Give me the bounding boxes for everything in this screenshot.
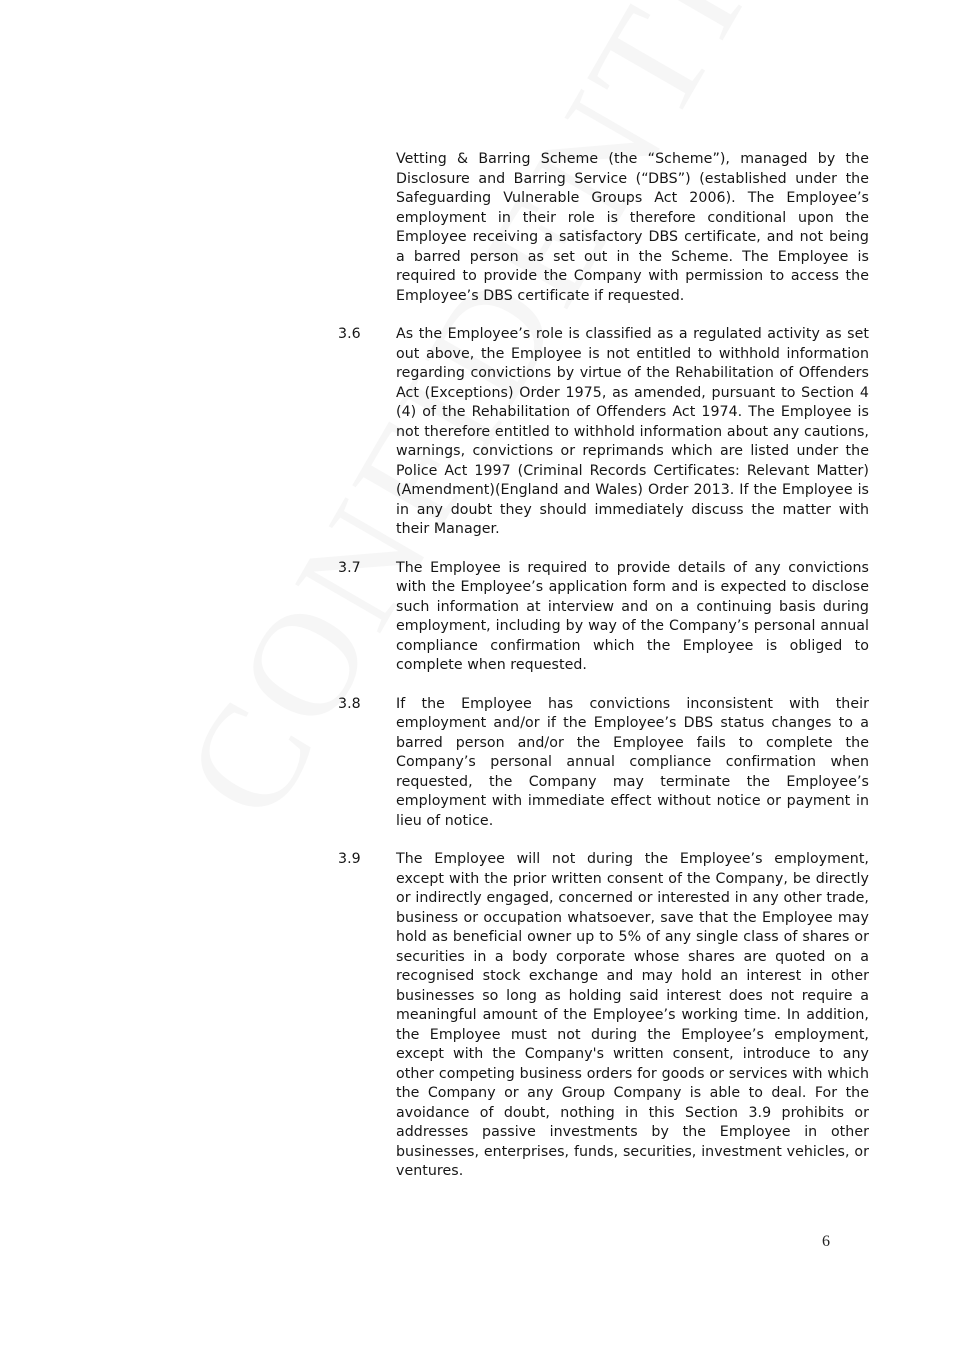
clause-number: 3.7 [338,559,361,576]
clause-number: 3.8 [338,695,361,712]
clause-text: The Employee will not during the Employee’s employment, except with the prior written consent of the Company, be directly or indirectly engaged, concerned or interested in any other trade, business or occupation whatsoever, save that the Employee may hold as beneficial owner up to 5% of any single class of shares or securities in a body corporate whose shares are quoted on a recognised stock exchange and may hold an interest in other businesses so long as holding said interest does not require a meaningful amount of the Employee’s working time. In addition, the Employee must not during the Employee’s employment, except with the Company's written consent, introduce to any other competing business orders for goods or services with which the Company or any Group Company is able to deal. For the avoidance of doubt, nothing in this Section 3.9 prohibits or addresses passive investments by the Employee in other businesses, enterprises, funds, securities, investment vehicles, or ventures. [396,851,869,1179]
clause-3-6 [338,325,869,540]
paragraph-text: Vetting & Barring Scheme (the “Scheme”), managed by the Disclosure and Barring Service (“DBS”) (established under the Safeguarding Vulnerable Groups Act 2006). The Employee’s employment in their role is therefore conditional upon the Employee receiving a satisfactory DBS certificate, and not being a barred person as set out in the Scheme. The Employee is required to provide the Company with permission to access the Employee’s DBS certificate if requested. [396,151,869,304]
clause-3-8 [338,695,869,832]
clause-3-9 [338,850,869,1182]
clause-number: 3.9 [338,851,361,867]
document-body [338,150,869,1201]
clause-text: The Employee is required to provide details of any convictions with the Employee’s application form and is expected to disclose such information at interview and on a continuing basis during employment, including by way of the Company’s personal annual compliance confirmation which the Employee is obliged to complete when requested. [396,559,869,673]
clause-3-7 [338,559,869,676]
clause-text: As the Employee’s role is classified as a regulated activity as set out above, the Employee is not entitled to withhold information regarding convictions by virtue of the Rehabilitation of Offenders Act (Exceptions) Order 1975, as amended, pursuant to Section 4 (4) of the Rehabilitation of Offenders Act 1974. The Employee is not therefore entitled to withhold information about any cautions, warnings, convictions or reprimands which are listed under the Police Act 1997 (Criminal Records Certificates: Relevant Matter)(Amendment)(England and Wales) Order 2013. If the Employee is in any doubt they should immediately discuss the matter with their Manager. [396,326,869,537]
clause-text: If the Employee has convictions inconsistent with their employment and/or if the Employee’s DBS status changes to a barred person and/or the Employee fails to complete the Company’s personal annual compliance confirmation when requested, the Company may terminate the Employee’s employment with immediate effect without notice or payment in lieu of notice. [396,695,869,829]
clause-number: 3.6 [338,326,361,342]
page-number: 6 [822,1233,830,1250]
paragraph-continuation [338,150,869,306]
